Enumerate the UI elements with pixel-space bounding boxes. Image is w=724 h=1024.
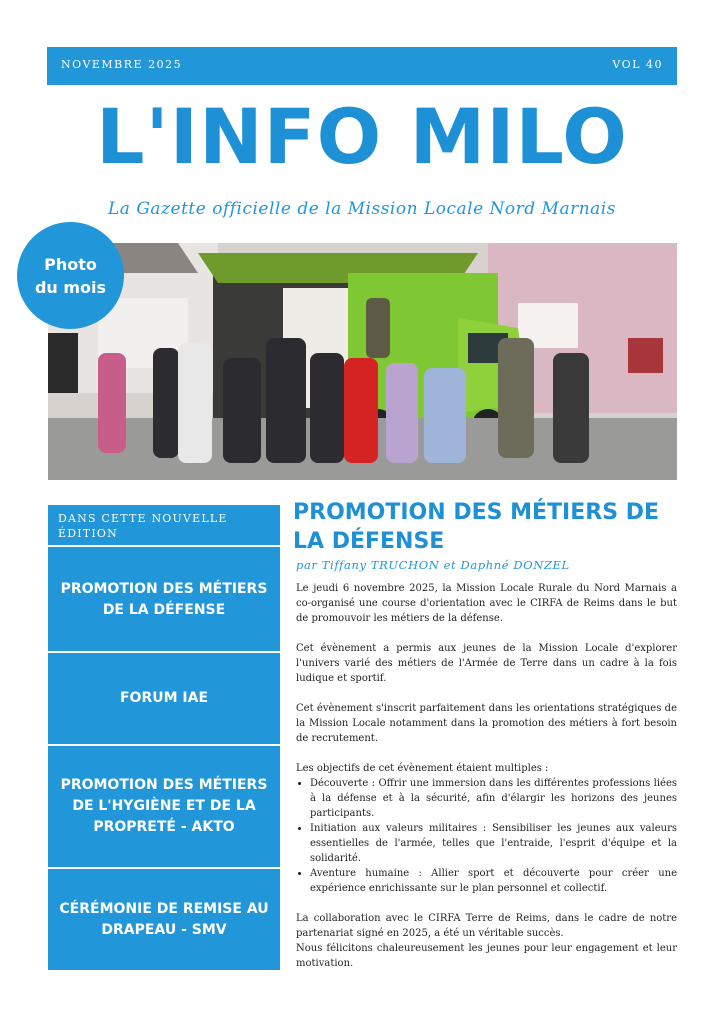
article-byline: par Tiffany TRUCHON et Daphné DONZEL — [296, 558, 570, 572]
toc-item-forum-iae[interactable]: FORUM IAE — [48, 653, 280, 746]
header-bar — [47, 47, 677, 85]
toc-item-defense[interactable]: PROMOTION DES MÉTIERS DE LA DÉFENSE — [48, 549, 280, 653]
article-closing: La collaboration avec le CIRFA Terre de Reims, dans le cadre de notre partenariat signé en 2025, a été un véritable succès. — [296, 913, 677, 939]
toc-heading: DANS CETTE NOUVELLE ÉDITION — [48, 505, 280, 547]
toc-item-hygiene[interactable]: PROMOTION DES MÉTIERS DE L'HYGIÈNE ET DE LA PROPRETÉ - AKTO — [48, 746, 280, 869]
photo-of-the-month — [48, 243, 677, 480]
newsletter-title: L'INFO MILO — [96, 92, 628, 181]
article-paragraph: Cet évènement s'inscrit parfaitement dans les orientations stratégiques de la Mission Locale notamment dans la promotion des métiers à fort besoin de recrutement. — [296, 703, 677, 744]
article-title: PROMOTION DES MÉTIERS DE LA DÉFENSE — [293, 500, 659, 554]
article-paragraph: Les objectifs de cet évènement étaient multiples : — [296, 763, 549, 774]
article-closing: Nous félicitons chaleureusement les jeunes pour leur engagement et leur motivation. — [296, 943, 677, 969]
list-item: • Aventure humaine : Allier sport et découverte pour créer une expérience enrichissante sur le plan personnel et collectif. — [310, 866, 677, 896]
article-body — [296, 581, 677, 971]
issue-volume: VOL 40 — [612, 58, 663, 71]
badge-line-2: du mois — [34, 277, 107, 297]
list-item: • Découverte : Offrir une immersion dans les différentes professions liées à la défense et à la sécurité, afin d'élargir les horizons des jeunes participants. — [310, 776, 677, 821]
newsletter-subtitle: La Gazette officielle de la Mission Locale Nord Marnais — [108, 199, 616, 219]
badge-line-1: Photo — [44, 254, 97, 274]
issue-date: NOVEMBRE 2025 — [61, 58, 183, 71]
objectives-list — [296, 776, 677, 896]
toc-item-ceremony[interactable]: CÉRÉMONIE DE REMISE AU DRAPEAU - SMV — [59, 900, 269, 938]
photo-of-month-badge — [17, 222, 124, 329]
list-item: • Initiation aux valeurs militaires : Sensibiliser les jeunes aux valeurs essentielles de l'armée, telles que l'entraide, l'esprit d'équipe et la solidarité. — [310, 821, 677, 866]
event-photo-illustration — [48, 243, 677, 480]
table-of-contents — [48, 505, 280, 970]
article-paragraph: Le jeudi 6 novembre 2025, la Mission Locale Rurale du Nord Marnais a co-organisé une course d'orientation avec le CIRFA de Reims dans le but de promouvoir les métiers de la défense. — [296, 583, 677, 624]
article-paragraph: Cet évènement a permis aux jeunes de la Mission Locale d'explorer l'univers varié des métiers de l'Armée de Terre dans un cadre à la fois ludique et sportif. — [296, 643, 677, 684]
